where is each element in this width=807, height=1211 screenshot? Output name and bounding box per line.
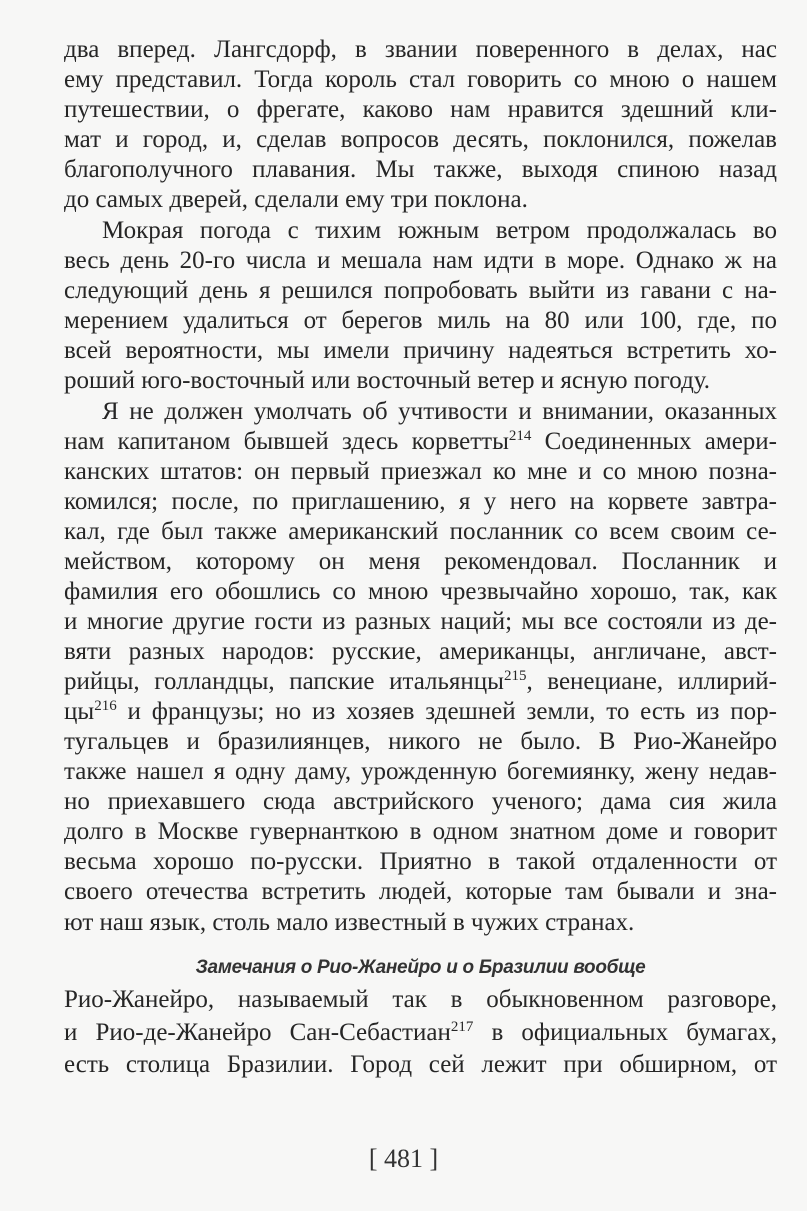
text-segment: нам капитаном бывшей здесь корветты bbox=[64, 428, 509, 455]
text-line: комился; после, по приглашению, я у него на корвете завтра- bbox=[64, 488, 777, 515]
text-segment: в официальных бумагах, bbox=[473, 1019, 777, 1046]
section-heading: Замечания о Рио-Жанейро и о Бразилии вообще bbox=[195, 957, 646, 978]
text-line: тугальцев и бразилиянцев, никого не было. В Рио-Жанейро bbox=[64, 728, 777, 755]
text-line: кал, где был также американский посланник со всем своим се- bbox=[64, 518, 777, 545]
text-line: есть столица Бразилии. Город сей лежит при обширном, от bbox=[64, 1051, 777, 1078]
text-line: также нашел я одну даму, урожденную богемиянку, жену недав- bbox=[64, 758, 777, 785]
text-line: Рио-Жанейро, называемый так в обыкновенном разговоре, bbox=[64, 986, 777, 1013]
text-line: канских штатов: он первый приезжал ко мне и со мною позна- bbox=[64, 458, 777, 485]
text-line: два вперед. Лангсдорф, в звании поверенного в делах, нас bbox=[64, 36, 777, 63]
text-line bbox=[64, 1018, 777, 1048]
text-line: мейством, которому он меня рекомендовал. Посланник и bbox=[64, 548, 777, 575]
text-line: ют наш язык, столь мало известный в чужих странах. bbox=[64, 909, 635, 936]
text-segment: рийцы, голландцы, папские итальянцы bbox=[64, 668, 504, 695]
text-segment: Соединенных амери- bbox=[531, 428, 777, 455]
text-line: мерением удалиться от берегов миль на 80 или 100, где, по bbox=[64, 307, 777, 334]
text-line: всей вероятности, мы имели причину надеяться встретить хо- bbox=[64, 337, 777, 364]
text-line: своего отечества встретить людей, которые там бывали и зна- bbox=[64, 878, 777, 905]
page-number: [ 481 ] bbox=[368, 1144, 439, 1173]
text-line: но приехавшего сюда австрийского ученого; дама сия жила bbox=[64, 788, 777, 815]
text-line: весь день 20-го числа и мешала нам идти в море. Однако ж на bbox=[64, 247, 777, 274]
footnote-ref: 217 bbox=[450, 1019, 474, 1035]
text-line: благополучного плавания. Мы также, выходя спиною назад bbox=[64, 156, 777, 183]
text-line: фамилия его обошлись со мною чрезвычайно хорошо, так, как bbox=[64, 578, 777, 605]
footnote-ref: 215 bbox=[503, 668, 527, 684]
text-line: роший юго-восточный или восточный ветер и ясную погоду. bbox=[64, 367, 711, 394]
text-segment: и Рио-де-Жанейро Сан-Себастиан bbox=[64, 1019, 451, 1046]
text-line: мат и город, и, сделав вопросов десять, поклонился, пожелав bbox=[64, 126, 777, 153]
text-line: и многие другие гости из разных наций; мы все состояли из де- bbox=[64, 608, 777, 635]
text-line: до самых дверей, сделали ему три поклона. bbox=[64, 186, 528, 213]
text-line bbox=[64, 667, 777, 697]
footnote-ref: 214 bbox=[508, 428, 532, 444]
book-page bbox=[64, 0, 777, 1211]
text-line bbox=[64, 427, 777, 457]
text-segment: , венециане, иллирий- bbox=[526, 668, 777, 695]
text-line: вяти разных народов: русские, американцы, англичане, авст- bbox=[64, 638, 777, 665]
text-segment: цы bbox=[64, 698, 95, 725]
text-line: следующий день я решился попробовать выйти из гавани с на- bbox=[64, 277, 777, 304]
text-line: Мокрая погода с тихим южным ветром продолжалась во bbox=[102, 217, 777, 244]
text-line: Я не должен умолчать об учтивости и внимании, оказанных bbox=[102, 398, 777, 425]
text-line: весьма хорошо по-русски. Приятно в такой отдаленности от bbox=[64, 848, 777, 875]
text-line: путешествии, о фрегате, каково нам нравится здешний кли- bbox=[64, 96, 777, 123]
text-segment: и французы; но из хозяев здешней земли, то есть из пор- bbox=[116, 698, 777, 725]
text-line bbox=[64, 697, 777, 727]
footnote-ref: 216 bbox=[94, 698, 117, 714]
text-line: долго в Москве гувернанткою в одном знатном доме и говорит bbox=[64, 818, 777, 845]
text-line: ему представил. Тогда король стал говорить со мною о нашем bbox=[64, 66, 777, 93]
